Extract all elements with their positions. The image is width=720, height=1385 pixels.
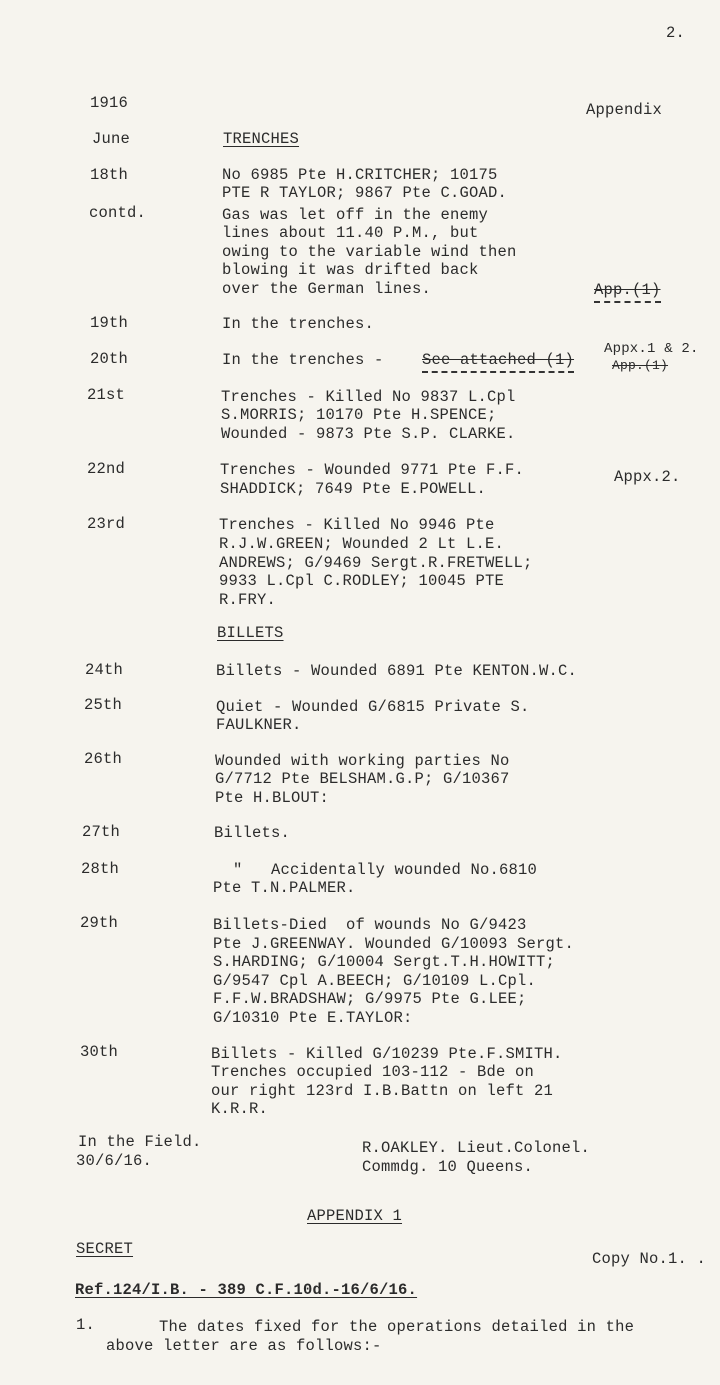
- section-trenches: TRENCHES: [223, 130, 300, 148]
- appendix-ref: Appx.2.: [614, 468, 681, 486]
- entry-date: 27th: [82, 823, 121, 841]
- place: In the Field.: [78, 1133, 202, 1151]
- entry-date: 29th: [80, 914, 119, 932]
- copy-number: Copy No.1. .: [592, 1250, 707, 1268]
- entry-date: 25th: [84, 696, 123, 714]
- command: Commdg. 10 Queens.: [362, 1158, 534, 1176]
- entry-date: 20th: [90, 350, 129, 368]
- secret-label: SECRET: [76, 1240, 134, 1258]
- entry-text: Billets - Wounded 6891 Pte KENTON.W.C.: [216, 662, 578, 680]
- document-page: 2. 1916 Appendix June TRENCHES 18th contd. No 6985 Pte H.CRITCHER; 10175 PTE R TAYLOR; 9867 Pte C.GOAD. Gas was let off in the enemy lines about 11.40 P.M., but owing to the variable wind then blowing it was drifted back over the German lines. App.(1) 19th In the trenches. 20th In the trenches - See attached (1) Appx.1 & 2. App.(1) 21st Trenches - Killed No 9837 L.Cpl S.MORRIS; 10170 Pte H.SPENCE; Wounded - 9873 Pte S.P. CLARKE. 22nd Trenches - Wounded 9771 Pte F.F. SHADDICK; 7649 Pte E.POWELL. Appx.2. 23rd Trenches - Killed No 9946 Pte R.J.W.GREEN; Wounded 2 Lt L.E. ANDREWS; G/9469 Sergt.R.FRETWELL; 9933 L.Cpl C.RODLEY; 10045 PTE R.FRY. BILLETS 24th Billets - Wounded 6891 Pte KENTON.W.C. 25th Quiet - Wounded G/6815 Private S. FAULKNER. 26th Wounded with working parties No G/7712 Pte BELSHAM.G.P; G/10367 Pte H.BLOUT: 27th Billets. 28th " Accidentally wounded No.6810 Pte T.N.PALMER. 29th Billets-Died of wounds No G/9423 Pte J.GREENWAY. Wounded G/10093 Sergt. S.HARDING; G/10004 Sergt.T.H.HOWITT; G/9547 Cpl A.BEECH; G/10109 L.Cpl. F.F.W.BRADSHAW; G/9975 Pte G.LEE; G/10310 Pte E.TAYLOR: 30th Billets - Killed G/10239 Pte.F.SMITH. Trenches occupied 103-112 - Bde on our right 123rd I.B.Battn on left 21 K.R.R. In the Field. 30/6/16. R.OAKLEY. Lieut.Colonel. Commdg. 10 Queens. APPENDIX 1 SECRET Copy No.1. . Ref.124/I.B. - 389 C.F.10d.-16/6/16. 1. The dates fixed for the operations detailed in the above letter are as follows:-: [75, 24, 707, 1355]
- entry-date: 28th: [81, 860, 120, 878]
- entry-text: In the trenches.: [222, 315, 375, 333]
- struck-text: See attached (1): [422, 351, 574, 373]
- entry-date: 22nd: [87, 460, 126, 478]
- entry-date: 30th: [80, 1043, 119, 1061]
- entry-date: 23rd: [87, 515, 126, 533]
- entry-date-contd: contd.: [89, 204, 147, 222]
- signature: R.OAKLEY. Lieut.Colonel.: [362, 1139, 591, 1157]
- entry-text: In the trenches -: [222, 351, 394, 369]
- footer-date: 30/6/16.: [76, 1152, 153, 1170]
- appendix-ref-struck: App.(1): [594, 281, 661, 303]
- section-billets: BILLETS: [217, 624, 284, 642]
- page-number: 2.: [666, 24, 686, 42]
- month: June: [92, 130, 131, 148]
- entry-date: 21st: [87, 386, 126, 404]
- entry-text: Billets.: [214, 824, 291, 842]
- reference-line: Ref.124/I.B. - 389 C.F.10d.-16/6/16.: [75, 1281, 418, 1299]
- appendix-heading: Appendix: [586, 101, 663, 119]
- year: 1916: [90, 94, 129, 112]
- entry-date: 24th: [85, 661, 124, 679]
- entry-date: 18th: [90, 166, 129, 184]
- appendix-ref: Appx.1 & 2.: [604, 341, 699, 357]
- appendix-title: APPENDIX 1: [307, 1207, 403, 1225]
- entry-date: 19th: [90, 314, 129, 332]
- appendix-ref-struck: App.(1): [612, 358, 669, 373]
- entry-date: 26th: [84, 750, 123, 768]
- paragraph-number: 1.: [76, 1316, 96, 1334]
